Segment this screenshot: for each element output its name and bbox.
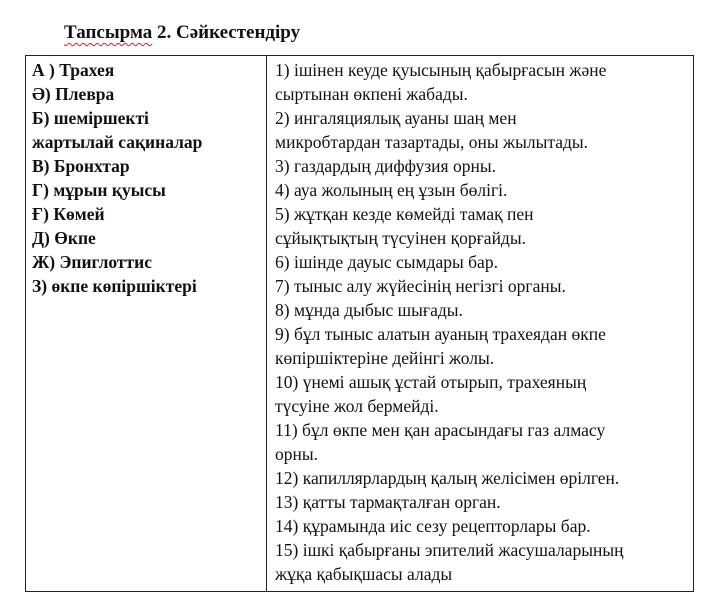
definition-line: сұйықтықтың түсуінен қорғайды. bbox=[275, 228, 526, 248]
term-item: Г) мұрын қуысы bbox=[32, 180, 166, 200]
definition-line: жұқа қабықшасы алады bbox=[275, 564, 453, 584]
terms-list bbox=[26, 56, 266, 298]
terms-column bbox=[26, 56, 267, 592]
task-title-rest: 2. Сәйкестендіру bbox=[152, 22, 301, 43]
definition-line: 8) мұнда дыбыс шығады. bbox=[275, 300, 463, 320]
definition-line: 10) үнемі ашық ұстай отырып, трахеяның bbox=[275, 372, 587, 392]
term-item: Б) шеміршекті bbox=[32, 108, 149, 128]
definitions-column bbox=[267, 56, 694, 592]
definition-line: түсуіне жол бермейді. bbox=[275, 396, 439, 416]
task-title-word: Тапсырма bbox=[64, 22, 153, 43]
term-item: Ә) Плевра bbox=[32, 84, 115, 104]
matching-table bbox=[25, 55, 694, 592]
definition-line: сыртынан өкпені жабады. bbox=[275, 84, 468, 104]
term-item: Ж) Эпиглоттис bbox=[32, 252, 152, 272]
definition-line: 4) ауа жолының ең ұзын бөлігі. bbox=[275, 180, 508, 200]
definition-line: 12) капиллярлардың қалың желісімен өрілген. bbox=[275, 468, 620, 488]
term-item: В) Бронхтар bbox=[32, 156, 130, 176]
definition-line: көпіршіктеріне дейінгі жолы. bbox=[275, 348, 495, 368]
term-item: А ) Трахея bbox=[32, 60, 115, 80]
definition-line: 9) бұл тыныс алатын ауаның трахеядан өкпе bbox=[275, 324, 606, 344]
definition-line: 14) құрамында иіс сезу рецепторлары бар. bbox=[275, 516, 591, 536]
definition-line: 6) ішінде дауыс сымдары бар. bbox=[275, 252, 498, 272]
definition-line: 1) ішінен кеуде қуысының қабырғасын және bbox=[275, 60, 607, 80]
term-item: Ғ) Көмей bbox=[32, 204, 105, 224]
definition-line: 7) тыныс алу жүйесінің негізгі органы. bbox=[275, 276, 566, 296]
definition-line: 5) жұтқан кезде көмейді тамақ пен bbox=[275, 204, 534, 224]
term-item: Д) Өкпе bbox=[32, 228, 96, 248]
definition-line: 15) ішкі қабырғаны эпителий жасушаларының bbox=[275, 540, 624, 560]
definition-line: 11) бұл өкпе мен қан арасындағы газ алмасу bbox=[275, 420, 606, 440]
definition-line: 3) газдардың диффузия орны. bbox=[275, 156, 496, 176]
term-item: З) өкпе көпіршіктері bbox=[32, 276, 197, 296]
definition-line: орны. bbox=[275, 444, 318, 464]
definition-line: микробтардан тазартады, оны жылытады. bbox=[275, 132, 589, 152]
definition-line: 2) ингаляциялық ауаны шаң мен bbox=[275, 108, 517, 128]
term-item: жартылай сақиналар bbox=[32, 132, 203, 152]
definitions-list bbox=[267, 56, 693, 586]
task-title bbox=[64, 21, 300, 45]
table-row bbox=[26, 56, 694, 592]
definition-line: 13) қатты тармақталған орган. bbox=[275, 492, 501, 512]
